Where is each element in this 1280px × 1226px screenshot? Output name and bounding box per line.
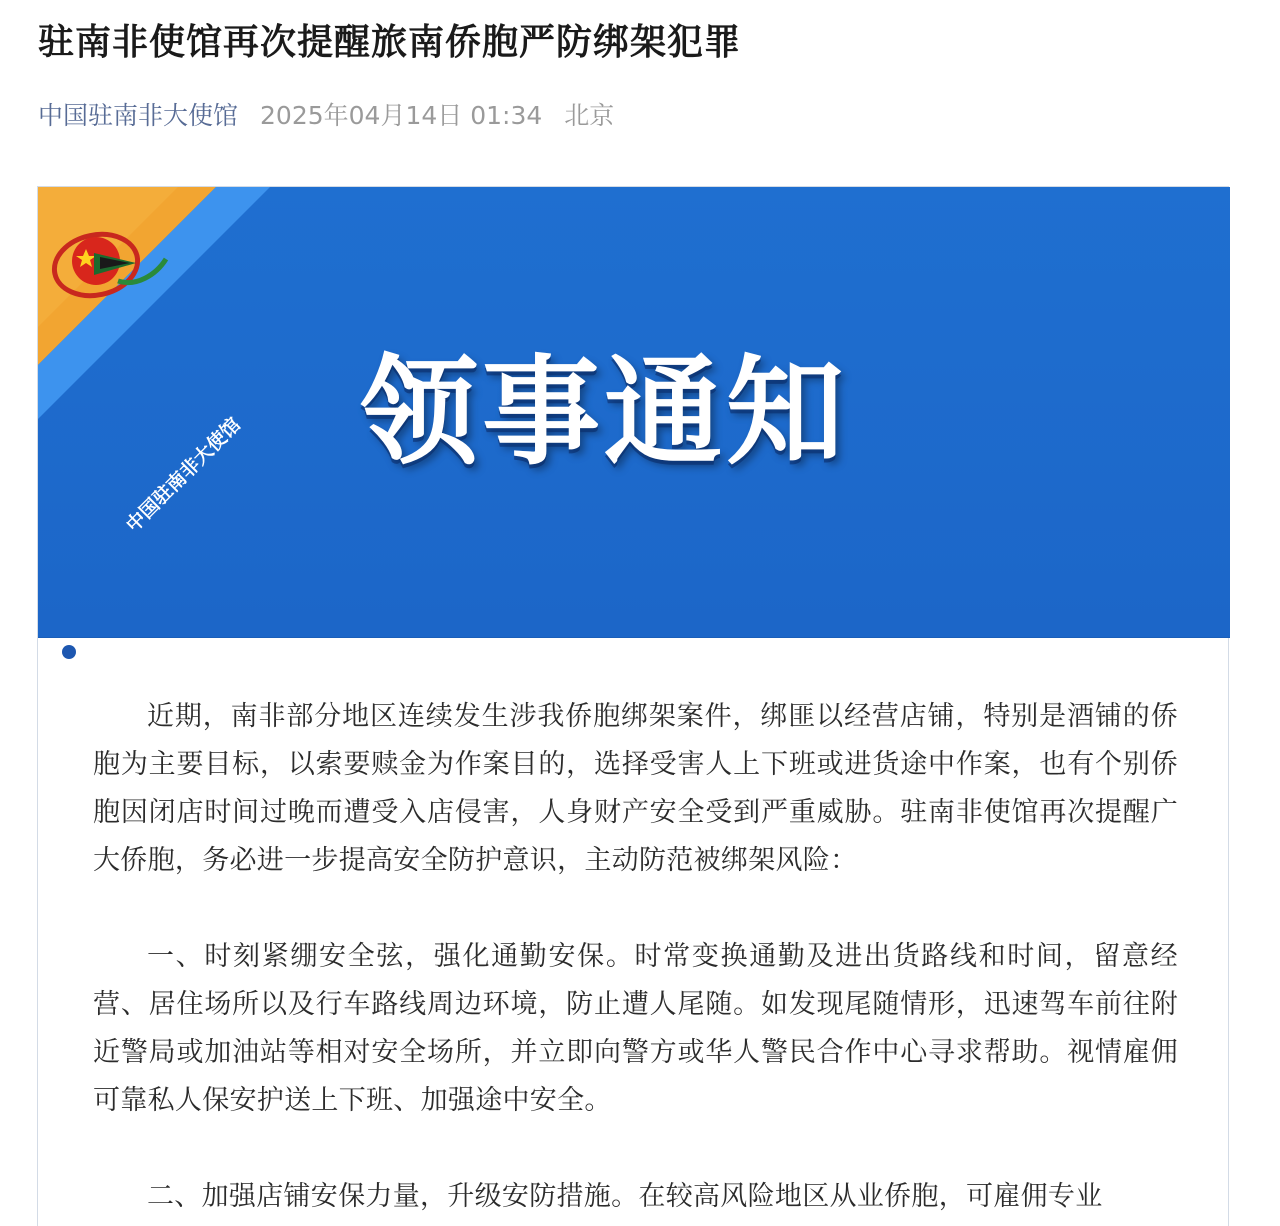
publish-location: 北京 <box>564 101 615 130</box>
paragraph-point-two: 二、加强店铺安保力量，升级安防措施。在较高风险地区从业侨胞，可雇佣专业 <box>147 1181 1103 1212</box>
publish-datetime: 2025年04月14日 01:34 <box>260 101 543 130</box>
bullet-dot <box>62 645 76 659</box>
paragraph-intro: 近期，南非部分地区连续发生涉我侨胞绑架案件，绑匪以经营店铺，特别是酒铺的侨胞为主要目标，以索要赎金为作案目的，选择受害人上下班或进货途中作案，也有个别侨胞因闭店时间过晚而遭受入店侵害，人身财产安全受到严重威胁。驻南非使馆再次提醒广大侨胞，务必进一步提高安全防护意识，主动防范被绑架风险： <box>93 701 1178 876</box>
account-name-link[interactable]: 中国驻南非大使馆 <box>38 101 239 130</box>
banner-heading: 领事通知 <box>359 343 848 481</box>
paragraph-point-one: 一、时刻紧绷安全弦，强化通勤安保。时常变换通勤及进出货路线和时间，留意经营、居住场所以及行车路线周边环境，防止遭人尾随。如发现尾随情形，迅速驾车前往附近警局或加油站等相对安全场所，并立即向警方或华人警民合作中心寻求帮助。视情雇佣可靠私人保安护送上下班、加强途中安全。 <box>93 941 1178 1116</box>
consular-notice-banner <box>38 187 1230 638</box>
badge-embassy-name: 中国驻南非大使馆 <box>121 413 246 537</box>
article-title: 驻南非使馆再次提醒旅南侨胞严防绑架犯罪 <box>38 22 742 63</box>
article-meta <box>38 94 614 134</box>
article-content <box>37 186 1229 1226</box>
